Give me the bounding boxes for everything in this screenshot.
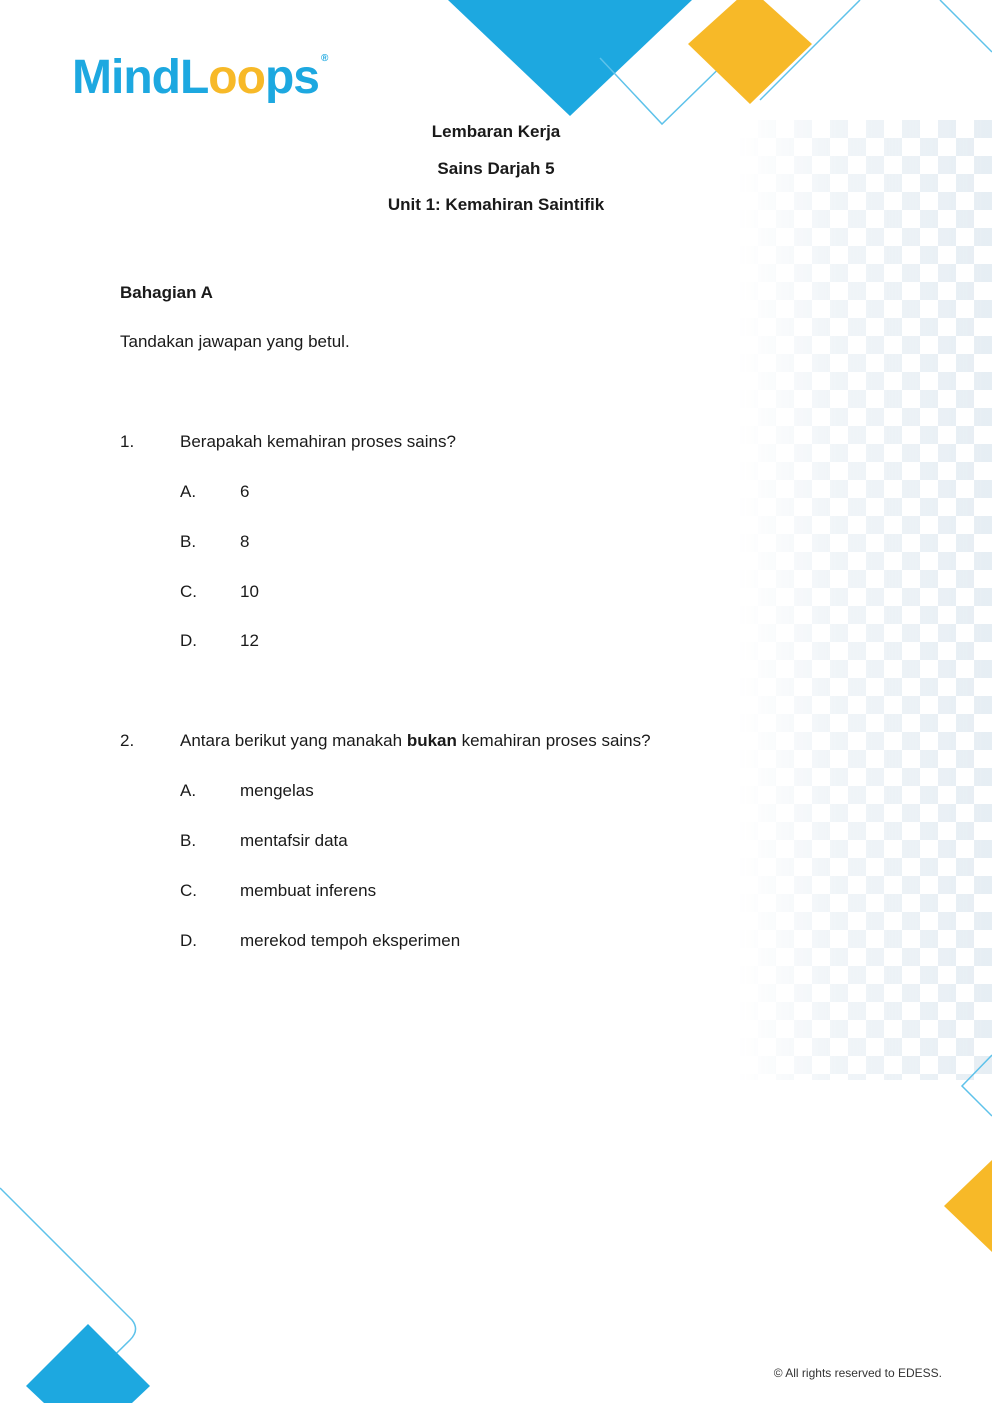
emphasis-word: bukan <box>406 731 457 750</box>
bottom-left-blue-diamond <box>26 1324 150 1403</box>
option-text: membuat inferens <box>240 881 377 900</box>
option-text: 6 <box>240 482 250 501</box>
copyright-footer: © All rights reserved to EDESS. <box>773 1366 942 1380</box>
mindloops-logo: MindLoops ® <box>72 51 328 104</box>
option-text: 12 <box>240 631 259 650</box>
unit-title: Unit 1: Kemahiran Saintifik <box>387 195 605 214</box>
option-text: mengelas <box>240 781 314 800</box>
right-yellow-diamond <box>944 1160 992 1252</box>
right-outline-diamond <box>962 1055 992 1116</box>
subject-grade: Sains Darjah 5 <box>437 159 555 178</box>
option-text: merekod tempoh eksperimen <box>240 931 461 950</box>
option-letter: A. <box>180 482 197 501</box>
top-yellow-diamond <box>688 0 812 104</box>
option-text: mentafsir data <box>240 831 348 850</box>
option-letter: B. <box>180 831 197 850</box>
question-text: Berapakah kemahiran proses sains? <box>180 432 456 451</box>
option-text: 10 <box>240 582 259 601</box>
option-letter: C. <box>180 582 197 601</box>
option-letter: C. <box>180 881 197 900</box>
question-text: Antara berikut yang manakah bukan kemahiran proses sains? <box>180 731 651 750</box>
question-number: 2. <box>120 731 135 750</box>
top-blue-diamond <box>448 0 692 116</box>
instruction-text: Tandakan jawapan yang betul. <box>120 332 350 351</box>
section-title: Bahagian A <box>120 283 213 302</box>
option-letter: A. <box>180 781 197 800</box>
option-letter: D. <box>180 931 197 950</box>
worksheet-title: Lembaran Kerja <box>431 122 561 141</box>
question-number: 1. <box>120 432 135 451</box>
option-letter: D. <box>180 631 197 650</box>
option-letter: B. <box>180 532 197 551</box>
option-text: 8 <box>240 532 250 551</box>
